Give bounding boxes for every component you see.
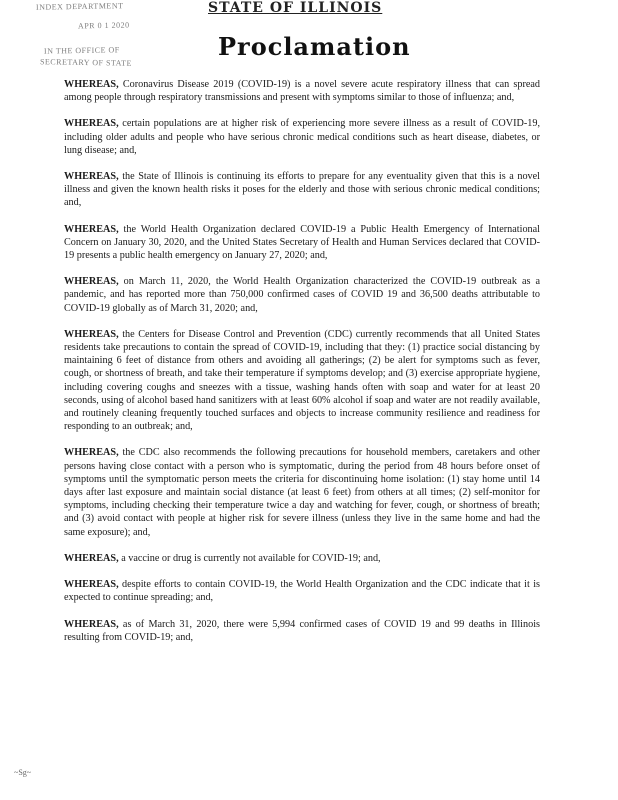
- state-header: STATE OF ILLINOIS: [208, 0, 383, 16]
- whereas-paragraph-5: [64, 275, 540, 315]
- whereas-paragraph-8: [64, 552, 540, 565]
- whereas-paragraph-10: [64, 618, 540, 644]
- filed-in-office-stamp: IN THE OFFICE OF: [43, 45, 120, 56]
- whereas-lead: WHEREAS,: [64, 171, 119, 183]
- whereas-lead: WHEREAS,: [64, 118, 119, 130]
- whereas-paragraph-9: [64, 578, 540, 604]
- paragraph-text: certain populations are at higher risk of experiencing more severe illness as a result of COVID-19, including older adults and people who have serious chronic medical conditions such as heart disease, diabetes, or lung disease; and,: [64, 118, 540, 156]
- paragraph-text: the Centers for Disease Control and Prevention (CDC) currently recommends that all United States residents take precautions to contain the spread of COVID-19, including that they: (1) practice social distancing by maintaining 6 feet of distance from others and avoiding all gatherings; (2) be alert for symptoms such as fever, cough, or shortness of breath, and take their temperature if symptoms develop; and (3) exercise appropriate hygiene, including covering coughs and sneezes with a tissue, washing hands often with soap and water for at least 20 seconds, using of alcohol based hand sanitizers with at least 60% alcohol if soap and water are not readily available, and routinely cleaning frequently touched surfaces and objects to increase community resilience and readiness for responding to an outbreak; and,: [64, 328, 540, 433]
- whereas-lead: WHEREAS,: [64, 276, 119, 288]
- whereas-lead: WHEREAS,: [64, 552, 119, 564]
- index-department-stamp: INDEX DEPARTMENT: [35, 1, 124, 12]
- proclamation-body: [64, 78, 540, 657]
- filed-date-stamp: APR 0 1 2020: [77, 20, 130, 31]
- secretary-of-state-stamp: SECRETARY OF STATE: [39, 57, 132, 68]
- whereas-lead: WHEREAS,: [64, 223, 119, 235]
- footer-mark: ~Sg~: [14, 768, 32, 777]
- whereas-paragraph-6: [64, 328, 540, 434]
- paragraph-text: the State of Illinois is continuing its efforts to prepare for any eventuality given that this is a novel illness and given the known health risks it poses for the elderly and those with serious chronic medical conditions; and,: [64, 171, 540, 209]
- whereas-paragraph-1: [64, 78, 540, 104]
- whereas-paragraph-4: [64, 223, 540, 263]
- whereas-lead: WHEREAS,: [64, 618, 119, 630]
- whereas-paragraph-3: [64, 170, 540, 210]
- whereas-lead: WHEREAS,: [64, 328, 119, 340]
- paragraph-text: Coronavirus Disease 2019 (COVID-19) is a novel severe acute respiratory illness that can spread among people through respiratory transmissions and present with symptoms similar to those of influenza; and,: [64, 79, 540, 104]
- whereas-lead: WHEREAS,: [64, 447, 119, 459]
- whereas-paragraph-7: [64, 446, 540, 538]
- paragraph-text: on March 11, 2020, the World Health Organization characterized the COVID-19 outbreak as a pandemic, and has reported more than 750,000 confirmed cases of COVID 19 and 36,500 deaths attributable to COVID-19 globally as of March 31, 2020; and,: [64, 276, 540, 314]
- paragraph-text: a vaccine or drug is currently not available for COVID-19; and,: [118, 552, 381, 564]
- paragraph-text: the CDC also recommends the following precautions for household members, caretakers and other persons having close contact with a person who is symptomatic, during the period from 48 hours before onset of symptoms until the symptomatic person meets the criteria for discontinuing home isolation: (1) stay home until 14 days after last exposure and maintain social distance (at least 6 feet) from others at all times; (2) self-monitor for symptoms, including checking their temperature twice a day and watching for fever, cough, or shortness of breath; and (3) avoid contact with people at higher risk for severe illness (unless they live in the same home and had the same exposure); and,: [64, 447, 540, 538]
- paragraph-text: despite efforts to contain COVID-19, the World Health Organization and the CDC indicate that it is expected to continue spreading; and,: [64, 579, 540, 604]
- paragraph-text: the World Health Organization declared COVID-19 a Public Health Emergency of International Concern on January 30, 2020, and the United States Secretary of Health and Human Services declared that COVID-19 presents a public health emergency on January 27, 2020; and,: [64, 223, 540, 262]
- whereas-lead: WHEREAS,: [64, 579, 119, 591]
- paragraph-text: as of March 31, 2020, there were 5,994 confirmed cases of COVID 19 and 99 deaths in Illinois resulting from COVID-19; and,: [64, 618, 540, 643]
- whereas-paragraph-2: [64, 117, 540, 157]
- document-title: Proclamation: [218, 32, 411, 61]
- whereas-lead: WHEREAS,: [64, 79, 119, 90]
